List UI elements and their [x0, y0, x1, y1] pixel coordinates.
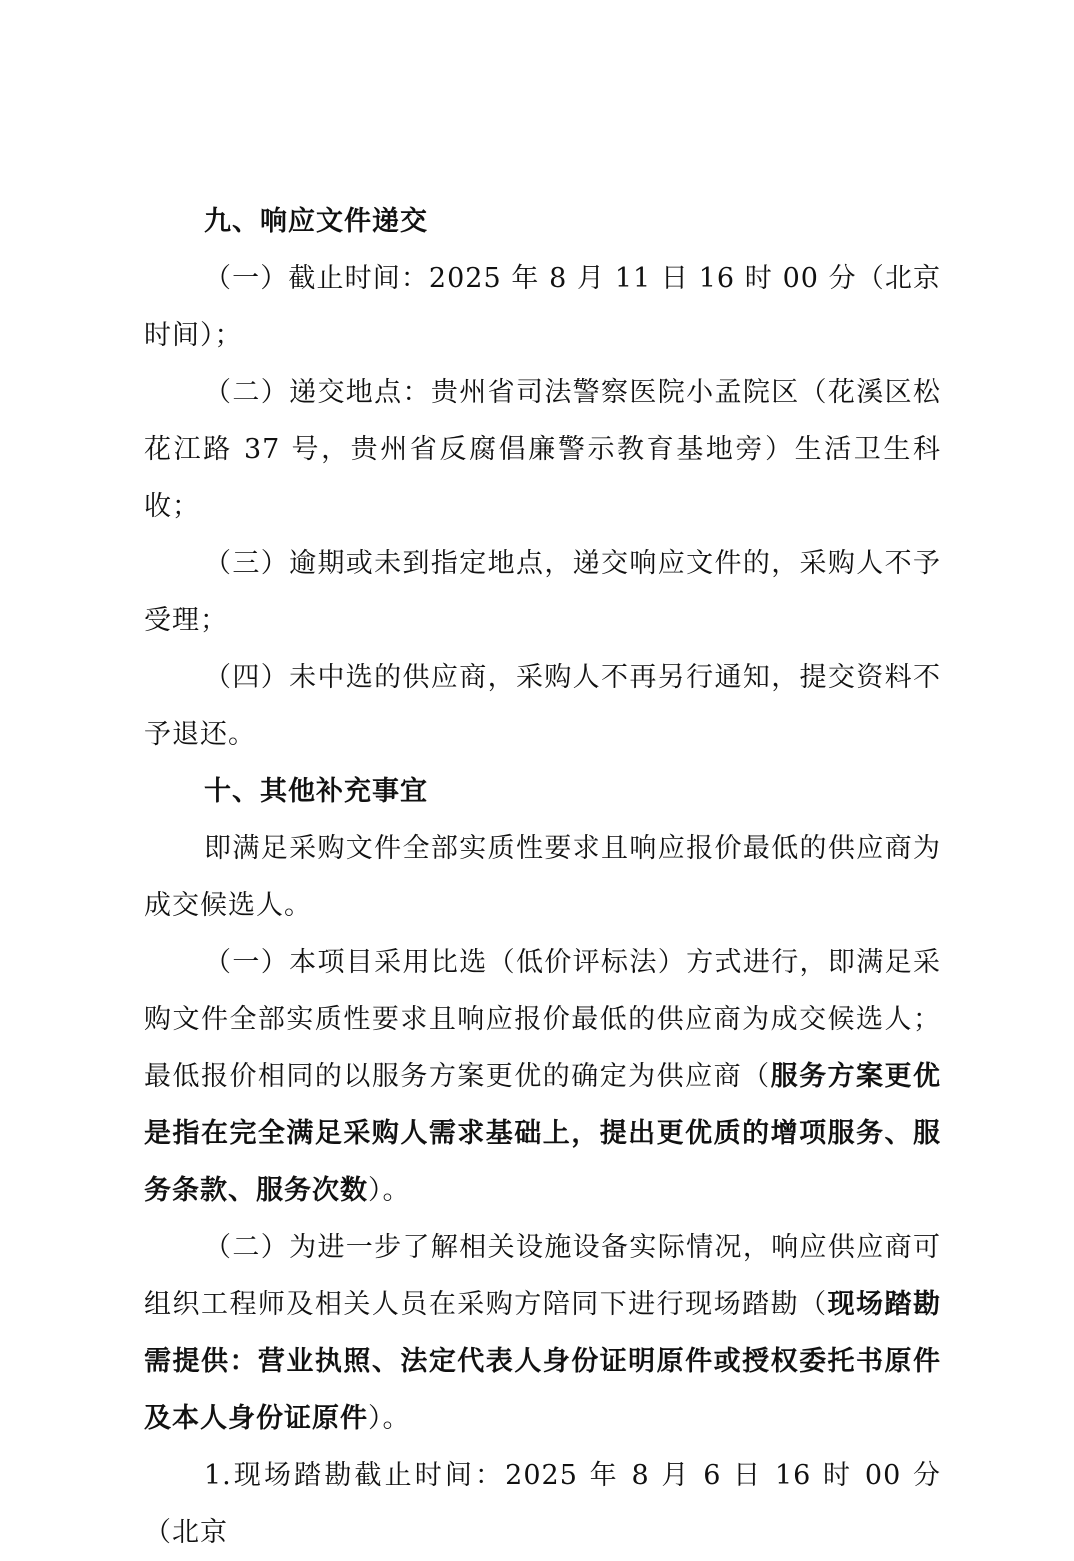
section-9-heading: 九、响应文件递交: [204, 206, 428, 237]
section-10-item-2-bold-text: 现场踏勘需提供：营业执照、法定代表人身份证明原件或授权委托书原件及本人身份证原件: [144, 1289, 942, 1434]
section-10-item-2: [144, 1219, 941, 1447]
document-body: [144, 193, 941, 1561]
section-9-item-1: （一）截止时间：2025 年 8 月 11 日 16 时 00 分（北京时间）；: [144, 263, 941, 351]
section-10-item-1-end: ）。: [368, 1175, 411, 1206]
section-10-item-1: [144, 934, 941, 1219]
section-9-item-3: （三）逾期或未到指定地点，递交响应文件的，采购人不予受理；: [144, 548, 941, 636]
section-10-item-1-bold-text: 服务方案更优是指在完全满足采购人需求基础上，提出更优质的增项服务、服务条款、服务次数: [144, 1061, 942, 1206]
section-10-item-3: 1.现场踏勘截止时间：2025 年 8 月 6 日 16 时 00 分（北京: [144, 1460, 941, 1548]
section-10-item-2-end: ）。: [368, 1403, 411, 1434]
section-9-item-2: （二）递交地点：贵州省司法警察医院小孟院区（花溪区松花江路 37 号，贵州省反腐倡廉警示教育基地旁）生活卫生科收；: [144, 377, 941, 522]
section-10-item-1-text: （一）本项目采用比选（低价评标法）方式进行，即满足采购文件全部实质性要求且响应报价最低的供应商为成交候选人；最低报价相同的以服务方案更优的确定为供应商（: [144, 947, 941, 1092]
section-9-item-4: （四）未中选的供应商，采购人不再另行通知，提交资料不予退还。: [144, 662, 941, 750]
section-10-heading: 十、其他补充事宜: [204, 776, 428, 807]
section-10-item-2-text: （二）为进一步了解相关设施设备实际情况，响应供应商可组织工程师及相关人员在采购方陪同下进行现场踏勘（: [144, 1232, 941, 1320]
section-10-intro: 即满足采购文件全部实质性要求且响应报价最低的供应商为成交候选人。: [144, 833, 941, 921]
